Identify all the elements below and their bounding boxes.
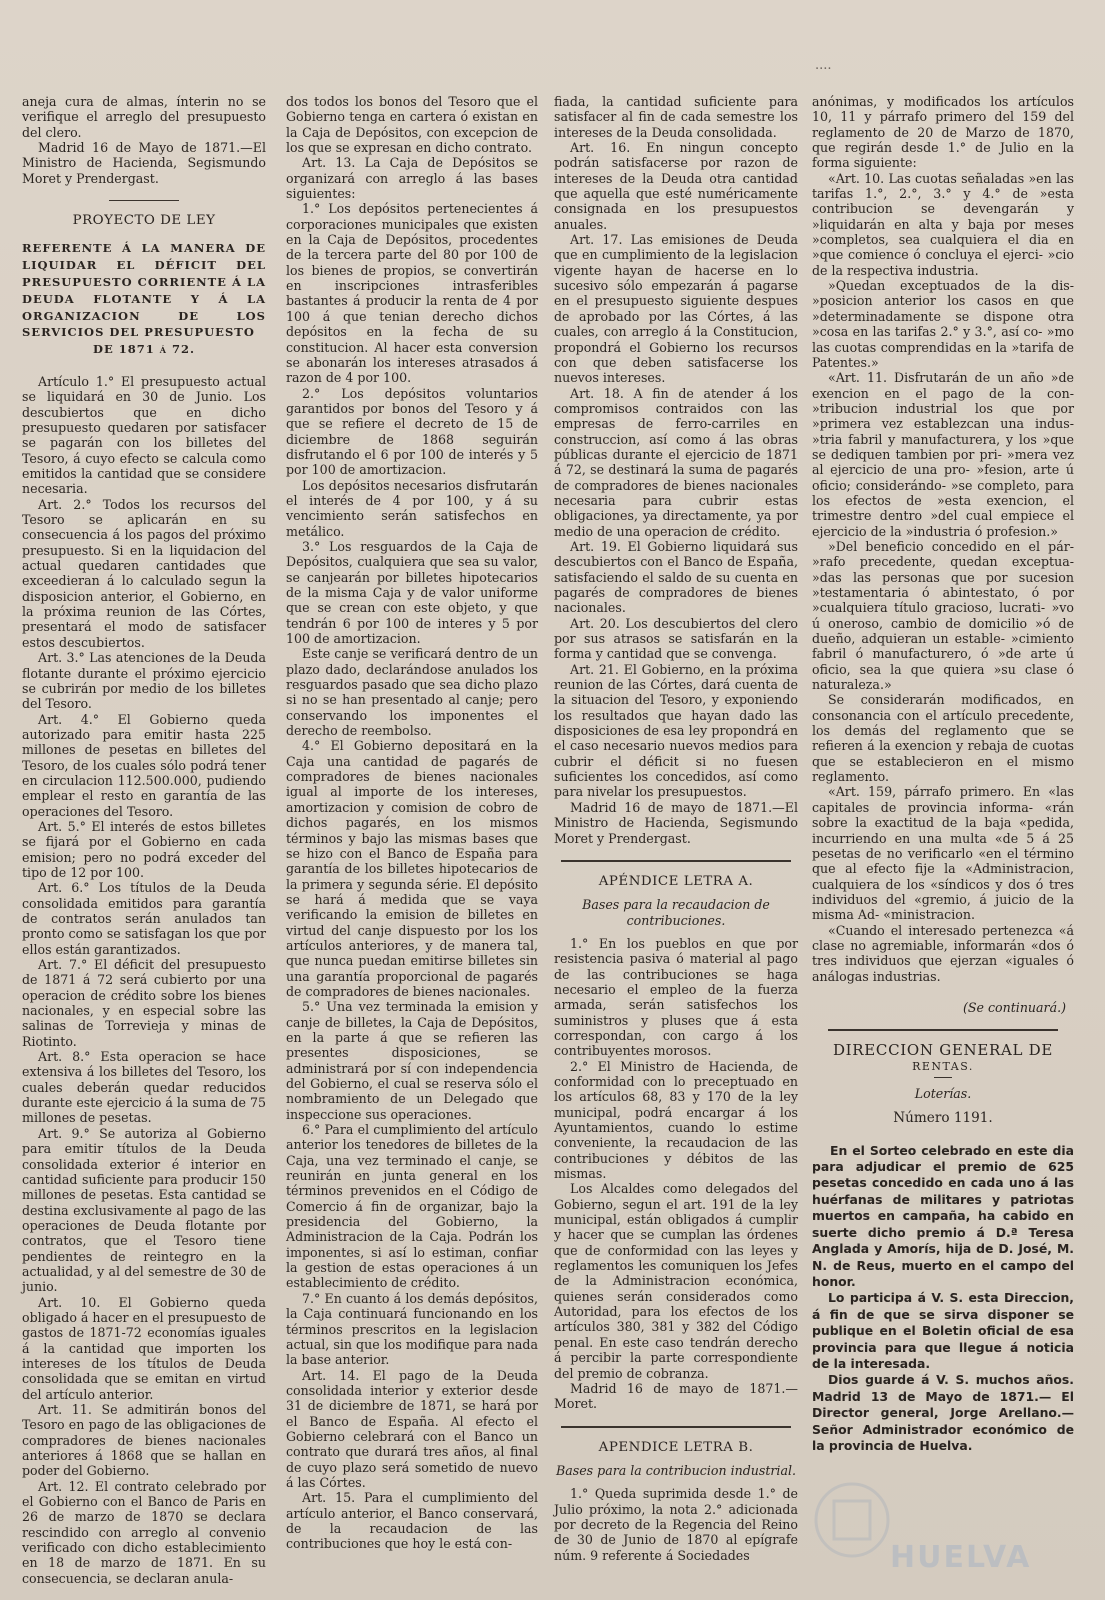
paragraph: Art. 13. La Caja de Depósitos se organizará con arreglo á las bases siguientes: [286, 155, 538, 202]
bill-title [22, 240, 266, 358]
heading-apendice-b: APENDICE LETRA B. [598, 1439, 754, 1455]
paragraph: 1.° En los pueblos en que por resistencia pasiva ó material al pago de las contribuciones se haga necesario el empleo de la fuerza armada, serán satisfechos los suministros y pluses que á esta correspondan, con cargo á los contribuyentes morosos. [554, 935, 798, 1059]
continuara-note: (Se continuará.) [962, 999, 1066, 1015]
article: Art. 6.° Los títulos de la Deuda consolidada emitidos para garantía de contratos serán anulados tan pronto como se satisfagan los que por ellos están garantizados. [22, 880, 266, 957]
paragraph: Art. 16. En ningun concepto podrán satisfacerse por razon de intereses de la Deuda otra cantidad que aquella que esté numéricamente consignada en los presupuestos anuales. [554, 140, 798, 232]
paragraph: 2.° El Ministro de Hacienda, de conformidad con lo preceptuado en los artículos 68, 83 y 170 de la ley municipal, podrá encargar á los Ayuntamientos, cuando lo estime conveniente, la recaudacion de las contribuciones y débitos de las mismas. [554, 1058, 798, 1182]
divider [828, 1029, 1058, 1031]
paragraph: 5.° Una vez terminada la emision y canje de billetes, la Caja de Depósitos, en la parte á que se refieren las presentes disposiciones, se administrará por sí con independencia del Gobierno, el cual se reserva sólo el nombramiento de un Delegado que inspeccione sus operaciones. [286, 999, 538, 1122]
paragraph: 7.° En cuanto á los demás depósitos, la Caja continuará funcionando en los términos prescritos en la legislacion actual, sin que los modifique para nada la base anterior. [286, 1290, 538, 1368]
heading-proyecto-de-ley: PROYECTO DE LEY [72, 213, 216, 229]
article: Art. 11. Se admitirán bonos del Tesoro en pago de las obligaciones de compradores de bienes nacionales anteriores á 1868 que se hallan en poder del Gobierno. [22, 1402, 266, 1479]
paragraph: Los depósitos necesarios disfrutarán el interés de 4 por 100, y á su vencimiento serán satisfechos en metálico. [286, 477, 538, 539]
subheading-loterias: Loterías. [914, 1085, 972, 1101]
paragraph: Art. 14. El pago de la Deuda consolidada interior y exterior desde 31 de diciembre de 1871, se hará por el Banco de España. Al efecto el Gobierno celebrará con el Banco un contrato que durará tres años, al final de cuyo plazo será sometido de nuevo á las Córtes. [286, 1367, 538, 1490]
article: Art. 8.° Esta operacion se hace extensiva á los billetes del Tesoro, los cuales deberán quedar reducidos durante este ejercicio á la suma de 75 millones de pesetas. [22, 1049, 266, 1126]
paragraph: dos todos los bonos del Tesoro que el Gobierno tenga en cartera ó existan en la Caja de Depósitos, con excepcion de los que se expresan en dicho contrato. [286, 94, 538, 156]
article: Art. 9.° Se autoriza al Gobierno para emitir títulos de la Deuda consolidada exterior é interior en cantidad suficiente para producir 150 millones de pesetas. Esta cantidad se destina exclusivamente al pago de las operaciones de Deuda flotante por contratos, que el Tesoro tiene pendientes de reintegro en la actualidad, y al del semestre de 30 de junio. [22, 1125, 266, 1295]
paragraph: Art. 20. Los descubiertos del clero por sus atrasos se satisfarán en la forma y cantidad que se convenga. [554, 615, 798, 662]
paragraph: Art. 17. Las emisiones de Deuda que en cumplimiento de la legislacion vigente hayan de hacerse en lo sucesivo sólo empezarán á pagarse en el presupuesto siguiente despues de aprobado por las Córtes, á las cuales, con arreglo á la Constitucion, propondrá el Gobierno los recursos con que deben satisfacerse los nuevos intereses. [554, 232, 798, 386]
col1-articles [22, 374, 266, 1586]
divider [934, 1077, 952, 1078]
lottery-notice [812, 1143, 1074, 1455]
paragraph: 1.° Queda suprimida desde 1.° de Julio próximo, la nota 2.° adicionada por decreto de la Regencia del Reino de 30 de Junio de 1870 al epígrafe núm. 9 referente á Sociedades [554, 1486, 798, 1563]
col1-dateline: Madrid 16 de Mayo de 1871.—El Ministro de Hacienda, Segismundo Moret y Prendergast. [22, 140, 266, 186]
subheading-apendice-a: Bases para la recaudacion de contribuciones. [582, 897, 770, 928]
paragraph: Se considerarán modificados, en consonancia con el artículo precedente, los demás del reglamento que se refieren á la exencion y rebaja de cuotas que se establecieron en el mismo reglamento. [812, 692, 1074, 785]
article: Art. 12. El contrato celebrado por el Gobierno con el Banco de Paris en 26 de marzo de 1870 se declara rescindido con arreglo al convenio verificado con dicho establecimiento en 18 de marzo de 1871. En su consecuencia, se declaran anula- [22, 1478, 266, 1586]
paragraph: »Quedan exceptuados de la dis- »posicion anterior los casos en que »determinadamente se dispone otra »cosa en las tarifas 2.° y 3.°, así co- »mo las cuotas comprendidas en la »tarifa de Patentes.» [812, 278, 1074, 370]
paragraph: Lo participa á V. S. esta Direccion, á fin de que se sirva disponer se publique en el Boletin oficial de esa provincia para que llegue á noticia de la interesada. [812, 1290, 1074, 1371]
article: Artículo 1.° El presupuesto actual se liquidará en 30 de Junio. Los descubiertos que en dicho presupuesto quedaren por satisfacer se pagarán con los billetes del Tesoro, á cuyo efecto se calcula como emitidos la cantidad que se considere necesaria. [22, 373, 266, 497]
article: Art. 4.° El Gobierno queda autorizado para emitir hasta 225 millones de pesetas en billetes del Tesoro, de los cuales sólo podrá tener en circulacion 112.500.000, pudiendo emplear el resto en garantía de las operaciones del Tesoro. [22, 711, 266, 819]
paragraph: Art. 19. El Gobierno liquidará sus descubiertos con el Banco de España, satisfaciendo el saldo de su cuenta en pagarés de compradores de bienes nacionales. [554, 538, 798, 616]
column-3 [554, 94, 798, 1563]
bill-title-text: REFERENTE Á LA MANERA DE LIQUIDAR EL DÉFICIT DEL PRESUPUESTO CORRIENTE Á LA DEUDA FLOTANTE Y Á LA ORGANIZACION DE LOS SERVICIOS DEL PRESUPUESTO [22, 241, 266, 340]
paragraph: «Art. 159, párrafo primero. En «las capitales de provincia informa- «rán sobre la exactitud de la baja «pedida, incurriendo en una multa «de 5 á 25 pesetas de no verificarlo «en el término que al efecto fije la «Administracion, cualquiera de los «síndicos y dos ó tres individuos del «gremio, á juicio de la misma Ad- «ministracion. [812, 784, 1074, 923]
column-1 [22, 94, 266, 1586]
subheading-rentas: RENTAS. [912, 1059, 974, 1073]
article: Art. 10. El Gobierno queda obligado á hacer en el presupuesto de gastos de 1871-72 economías iguales á la cantidad que importen los intereses de los títulos de Deuda consolidada que se emitan en virtud del artículo anterior. [22, 1294, 266, 1402]
paragraph: En el Sorteo celebrado en este dia para adjudicar el premio de 625 pesetas concedido en cada uno á las huérfanas de militares y patriotas muertos en campaña, ha cabido en suerte dicho premio á D.ª Teresa Anglada y Amorís, hija de D. José, M. N. de Reus, muerto en el campo del honor. [812, 1142, 1074, 1289]
paragraph: anónimas, y modificados los artículos 10, 11 y párrafo primero del 159 del reglamento de 20 de Marzo de 1870, que regirán desde 1.° de Julio en la forma siguiente: [812, 94, 1074, 171]
top-right-marks: .... [815, 58, 832, 73]
paragraph: fiada, la cantidad suficiente para satisfacer al fin de cada semestre los intereses de la Deuda consolidada. [554, 94, 798, 140]
paragraph: Madrid 16 de mayo de 1871.—Moret. [554, 1380, 798, 1412]
paragraph: 1.° Los depósitos pertenecientes á corporaciones municipales que existen en la Caja de Depósitos, procedentes de la tercera parte del 80 por 100 de los bienes de propios, se convertirán en inscripciones intrasferibles bastantes á producir la renta de 4 por 100 á que tenian derecho dichos depósitos en la fecha de su constitucion. Al hacer esta conversion se abonarán los intereses atrasados á razon de 4 por 100. [286, 201, 538, 386]
heading-direccion-general: DIRECCION GENERAL DE [832, 1041, 1054, 1060]
paragraph: 4.° El Gobierno depositará en la Caja una cantidad de pagarés de compradores de bienes nacionales igual al importe de los intereses, amortizacion y comision de cobro de dichos pagarés, en los mismos términos y bajo las mismas bases que se hizo con el Banco de España para garantía de los billetes hipotecarios de la primera y segunda série. El depósito se hará á medida que se vaya verificando la emision de billetes en virtud del canje dispuesto por los los artículos anteriores, y de manera tal, que nunca puedan emitirse billetes sin una garantía proporcional de pagarés de compradores de bienes nacionales. [286, 738, 538, 999]
col1-continuation: aneja cura de almas, ínterin no se verifique el arreglo del presupuesto del clero. [22, 94, 266, 140]
divider [561, 1426, 791, 1428]
paragraph: 3.° Los resguardos de la Caja de Depósitos, cualquiera que sea su valor, se canjearán por billetes hipotecarios de la misma Caja y de valor uniforme que se crean con este objeto, y que tendrán 6 por 100 de interes y 5 por 100 de amortizacion. [286, 538, 538, 647]
article: Art. 3.° Las atenciones de la Deuda flotante durante el próximo ejercicio se cubrirán por medio de los billetes del Tesoro. [22, 650, 266, 712]
column-4 [812, 94, 1074, 1454]
paragraph: Art. 18. A fin de atender á los compromisos contraidos con las empresas de ferro-carriles en construccion, así como á las obras públicas durante el ejercicio de 1871 á 72, se destinará la suma de pagarés de compradores de bienes nacionales necesaria para cubrir estas obligaciones, ya directamente, ya por medio de una operacion de crédito. [554, 385, 798, 539]
paragraph: 6.° Para el cumplimiento del artículo anterior los tenedores de billetes de la Caja, una vez terminado el canje, se reunirán en junta general en los términos prevenidos en el Código de Comercio á fin de organizar, bajo la presidencia del Gobierno, la Administracion de la Caja. Podrán los imponentes, si así lo estiman, confiar la gestion de estas operaciones á un establecimiento de crédito. [286, 1122, 538, 1291]
column-2 [286, 94, 538, 1552]
subheading-apendice-b: Bases para la contribucion industrial. [555, 1462, 796, 1478]
paragraph: »Del beneficio concedido en el pár- »rafo precedente, quedan exceptua- »das las personas que por sucesion »testamentaria ó abintestato, ó por »cualquiera título gracioso, lucrati- »vo ú oneroso, cambio de domicilio »ó de dueño, adquieran un estable- »cimiento fabril ó manufacturero, ó »de arte ú oficio, sea la que quiera »su clase ó naturaleza.» [812, 538, 1074, 693]
article: Art. 7.° El déficit del presupuesto de 1871 á 72 será cubierto por una operacion de crédito sobre los bienes nacionales, y en especial sobre las salinas de Torrevieja y minas de Riotinto. [22, 957, 266, 1049]
paragraph: 2.° Los depósitos voluntarios garantidos por bonos del Tesoro y á que se refiere el decreto de 15 de diciembre de 1868 seguirán disfrutando el 6 por 100 de interés y 5 por 100 de amortizacion. [286, 385, 538, 478]
paragraph: Los Alcaldes como delegados del Gobierno, segun el art. 191 de la ley municipal, están obligados á cumplir y hacer que se cumplan las órdenes que de conformidad con las leyes y reglamentos les comuniquen los Jefes de la Administracion económica, quienes serán considerados como Autoridad, para los efectos de los artículos 380, 381 y 382 del Código penal. En este caso tendrán derecho á percibir la parte correspondiente del premio de cobranza. [554, 1181, 798, 1381]
article: Art. 2.° Todos los recursos del Tesoro se aplicarán en su consecuencia á los pagos del próximo presupuesto. Si en la liquidacion del actual quedaren cantidades que exceedieran á lo calculado segun la disposicion anterior, el Gobierno, en la próxima reunion de las Córtes, presentará el modo de satisfacer estos descubiertos. [22, 496, 266, 650]
paragraph: «Cuando el interesado pertenezca «á clase no agremiable, informarán «dos ó tres individuos que ejerzan «iguales ó análogas industrias. [812, 922, 1074, 984]
divider [109, 200, 179, 201]
paragraph: Este canje se verificará dentro de un plazo dado, declarándose anulados los resguardos pasado que sea dicho plazo si no se han presentado al canje; pero conservando los imponentes el derecho de reembolso. [286, 646, 538, 739]
article: Art. 5.° El interés de estos billetes se fijará por el Gobierno en cada emision; pero no podrá exceder del tipo de 12 por 100. [22, 818, 266, 880]
heading-apendice-a: APÉNDICE LETRA A. [598, 873, 754, 889]
paragraph: «Art. 10. Las cuotas señaladas »en las tarifas 1.°, 2.°, 3.° y 4.° de »esta contribucion se devengarán y »liquidarán en alta y baja por meses »completos, sea cualquiera el dia en »que comience ó concluya el ejerci- »cio de la respectiva industria. [812, 170, 1074, 278]
paragraph: Art. 21. El Gobierno, en la próxima reunion de las Córtes, dará cuenta de la situacion del Tesoro, y exponiendo los resultados que hayan dado las disposiciones de esa ley propondrá en el caso necesario nuevos medios para cubrir el déficit si no fuesen suficientes los concedidos, así como para nivelar los presupuestos. [554, 661, 798, 800]
lottery-number: Número 1191. [893, 1110, 993, 1127]
paragraph: «Art. 11. Disfrutarán de un año »de exencion en el pago de la con- »tribucion industrial los que por »primera vez establezcan una indus- »tria fabril y manufacturera, y los »que se dediquen tambien por pri- »mera vez al ejercicio de una pro- »fesion, arte ú oficio; considerándo- »se completo, para los efectos de »esta exencion, el trimestre dentro »del cual empiece el ejercicio de la »industria ó profesion.» [812, 370, 1074, 539]
watermark-huelva: HUELVA [890, 1540, 1032, 1575]
bill-title-years: DE 1871 á 72. [93, 342, 195, 357]
paragraph: Madrid 16 de mayo de 1871.—El Ministro de Hacienda, Segismundo Moret y Prendergast. [554, 799, 798, 846]
paragraph: Dios guarde á V. S. muchos años. Madrid 13 de Mayo de 1871.— El Director general, Jorge Arellano.—Señor Administrador económico de la provincia de Huelva. [812, 1372, 1074, 1453]
paragraph: Art. 15. Para el cumplimiento del artículo anterior, el Banco conservará, de la recaudacion de las contribuciones que hoy le está con- [286, 1490, 538, 1552]
divider [561, 860, 791, 862]
